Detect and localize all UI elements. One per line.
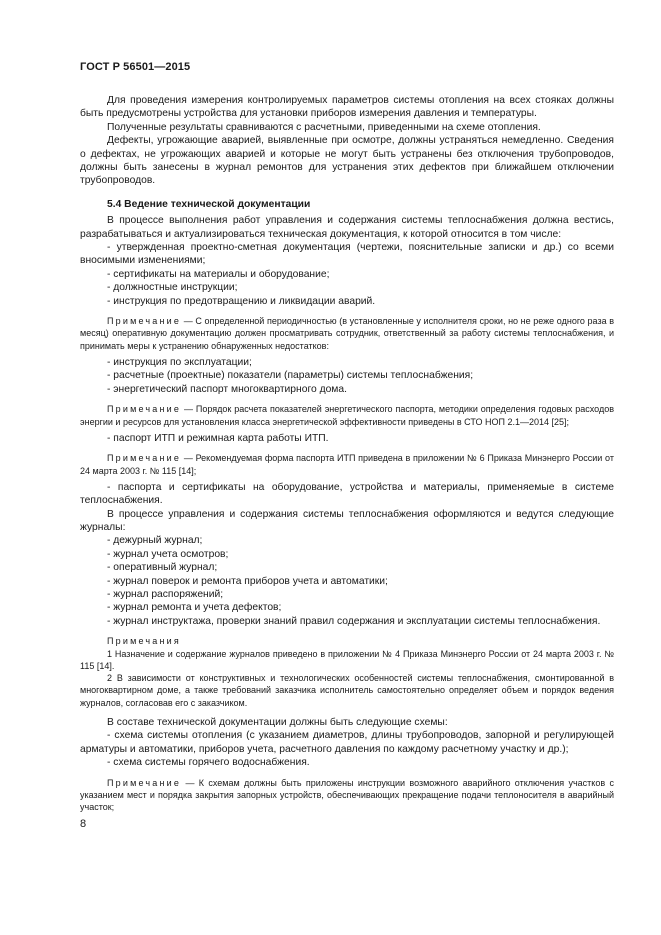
list-item: - утвержденная проектно-сметная документация (чертежи, пояснительные записки и др.) со всеми вносимыми изменениями; — [80, 242, 614, 267]
list-item: - паспорта и сертификаты на оборудование, устройства и материалы, применяемые в системе теплоснабжения. — [80, 481, 614, 507]
notes-heading — [80, 635, 614, 647]
note-text: С определенной периодичностью (в установленные у исполнителя сроки, но не реже одного раза в месяц) оперативную документацию должен просматривать сотрудник, ответственный за работу системы теплоснабжения, и принимать меры к устранению обнаруженных недостатков: — [80, 316, 614, 351]
list-item: - оперативный журнал; — [107, 562, 218, 574]
list-item: - должностные инструкции; — [107, 282, 238, 294]
note: 2 В зависимости от конструктивных и технологических особенностей системы теплоснабжения, смонтированной в многоквартирном доме, а также требований заказчика исполнитель самостоятельно определяет объем и порядок ведения журналов, согласовав его с заказчиком. — [80, 673, 614, 708]
note-text: Порядок расчета показателей энергетического паспорта, методики определения годовых расходов энергии и ресурсов для установления класса энергетической эффективности приведены в СТО НОП 2.1—2014 [25]; — [80, 404, 614, 427]
note — [80, 315, 614, 352]
note: 1 Назначение и содержание журналов приведено в приложении № 4 Приказа Минэнерго России от 24 марта 2003 г. № 115 [14]. — [80, 648, 614, 671]
document-header: ГОСТ Р 56501—2015 — [80, 61, 191, 73]
note — [80, 452, 614, 477]
page-number: 8 — [80, 818, 87, 830]
list-item: - дежурный журнал; — [107, 535, 203, 547]
list-item: - паспорт ИТП и режимная карта работы ИТП. — [107, 432, 329, 444]
note-label: Примечание — [107, 316, 182, 327]
list-item: - инструкция по эксплуатации; — [107, 356, 252, 368]
note — [80, 777, 614, 814]
list-item: - расчетные (проектные) показатели (параметры) системы теплоснабжения; — [107, 370, 474, 382]
note-dash: — — [181, 316, 196, 327]
note-dash: — — [181, 404, 196, 415]
note-dash: — — [181, 453, 196, 464]
list-item: - схема системы отопления (с указанием диаметров, длины трубопроводов, запорной и регулирующей арматуры и автоматики, приборов учета, расчетного давления по каждому расчетному участку и др.); — [80, 730, 614, 755]
note-text: К схемам должны быть приложены инструкции возможного аварийного отключения участков с указанием мест и порядка закрытия запорных устройств, обеспечивающих прекращение подачи теплоносителя в аварийный участок; — [80, 777, 614, 813]
list-item: - журнал поверок и ремонта приборов учета и автоматики; — [107, 575, 388, 587]
section-paragraph: В процессе управления и содержания системы теплоснабжения оформляются и ведутся следующие журналы: — [80, 508, 614, 534]
section-paragraph: В составе технической документации должны быть следующие схемы: — [107, 717, 448, 729]
intro-paragraph: Полученные результаты сравниваются с расчетными, приведенными на схеме отопления. — [107, 121, 541, 133]
list-item: - энергетический паспорт многоквартирного дома. — [107, 383, 347, 395]
note-label: Примечание — [107, 777, 182, 788]
note — [80, 403, 614, 428]
section-title: 5.4 Ведение технической документации — [107, 198, 311, 210]
list-item: - схема системы горячего водоснабжения. — [107, 757, 310, 769]
list-item: - инструкция по предотвращению и ликвидации аварий. — [107, 295, 376, 307]
list-item: - журнал ремонта и учета дефектов; — [107, 602, 282, 614]
list-item: - журнал учета осмотров; — [107, 548, 229, 560]
intro-paragraph: Для проведения измерения контролируемых параметров системы отопления на всех стояках должны быть предусмотрены устройства для установки приборов измерения давления и температуры. — [80, 95, 614, 120]
note-label: Примечания — [107, 636, 181, 647]
note-dash: — — [181, 777, 199, 788]
intro-paragraph: Дефекты, угрожающие аварией, выявленные при осмотре, должны устраняться немедленно. Сведения о дефектах, не угрожающих аварией и которые не могут быть устранены без отключения трубопроводов, должны быть занесены в журнал ремонтов для устранения этих дефектов при ближайшем отключении трубопроводов. — [80, 135, 614, 187]
list-item: - журнал распоряжений; — [107, 589, 224, 601]
list-item: - сертификаты на материалы и оборудование; — [107, 268, 330, 280]
section-paragraph: В процессе выполнения работ управления и содержания системы теплоснабжения должна вестись, разрабатываться и актуализироваться техническая документация, к которой относится в том числе: — [80, 215, 614, 240]
list-item: - журнал инструктажа, проверки знаний правил содержания и эксплуатации системы теплоснабжения. — [107, 615, 601, 627]
page-body — [80, 94, 614, 814]
note-label: Примечание — [107, 404, 182, 415]
note-text: Рекомендуемая форма паспорта ИТП приведена в приложении № 6 Приказа Минэнерго России от 24 марта 2003 г. № 115 [14]; — [80, 453, 614, 476]
note-label: Примечание — [107, 453, 182, 464]
